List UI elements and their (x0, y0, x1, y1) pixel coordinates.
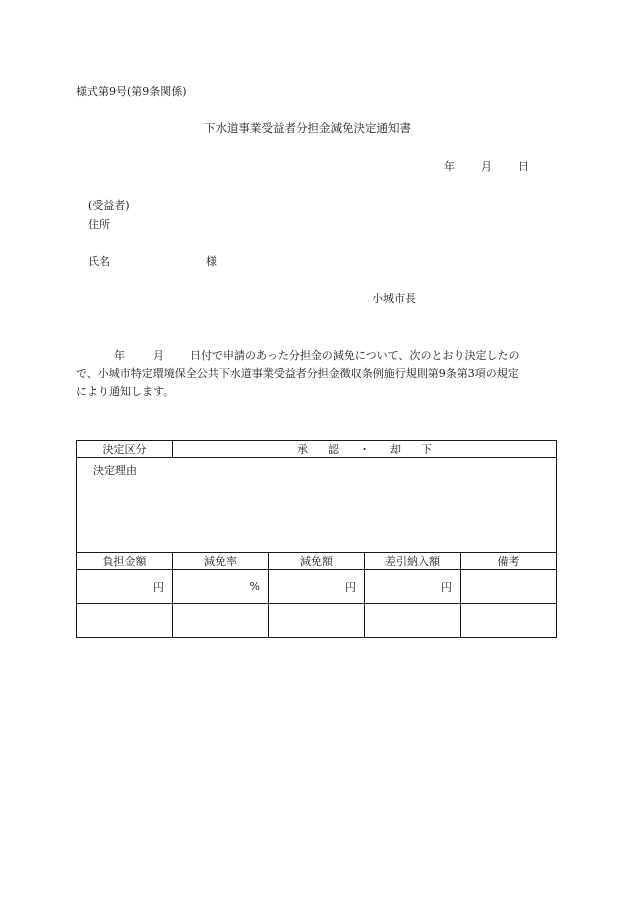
body-line-1 (76, 347, 556, 365)
column-header: 減免額 (269, 553, 365, 570)
issuer-title: 小城市長 (372, 292, 416, 305)
column-header-row (77, 553, 557, 570)
decision-table (76, 440, 557, 638)
address-label: 住所 (88, 218, 110, 231)
column-header: 減免率 (173, 553, 269, 570)
notice-body (76, 347, 556, 401)
blank-cell (365, 604, 461, 638)
reduction-cell: 円 (269, 570, 365, 604)
date-month: 月 (481, 160, 492, 173)
recipient-label: (受益者) (88, 199, 130, 212)
decision-options (173, 441, 557, 458)
reason-cell (77, 458, 557, 553)
rate-cell: % (173, 570, 269, 604)
body-month: 月 (153, 349, 164, 362)
reason-label: 決定理由 (93, 464, 137, 477)
decision-row (77, 441, 557, 458)
column-header: 負担金額 (77, 553, 173, 570)
body-line-3: により通知します。 (76, 385, 175, 398)
column-header: 差引納入額 (365, 553, 461, 570)
date-year: 年 (444, 160, 455, 173)
column-header: 備考 (461, 553, 557, 570)
name-label: 氏名 (88, 255, 110, 268)
blank-cell (173, 604, 269, 638)
reason-row (77, 458, 557, 553)
form-number: 様式第9号(第9条関係) (76, 85, 187, 98)
decision-option: 却 (390, 443, 401, 456)
body-line-1-rest: 日付で申請のあった分担金の減免について、次のとおり決定したの (190, 349, 520, 362)
blank-cell (77, 604, 173, 638)
body-year: 年 (114, 349, 125, 362)
body-line-2: で、小城市特定環境保全公共下水道事業受益者分担金徴収条例施行規則第9条第3項の規定 (76, 367, 519, 380)
date-line (444, 161, 529, 172)
document-title: 下水道事業受益者分担金減免決定通知書 (204, 121, 411, 135)
decision-option: 承 (297, 443, 308, 456)
honorific: 様 (206, 255, 217, 268)
amount-row (77, 570, 557, 604)
decision-option: 認 (328, 443, 339, 456)
blank-cell (461, 604, 557, 638)
decision-option: ・ (359, 443, 370, 456)
date-day: 日 (518, 160, 529, 173)
decision-option: 下 (421, 443, 432, 456)
blank-row (77, 604, 557, 638)
remarks-cell (461, 570, 557, 604)
amount-cell: 円 (77, 570, 173, 604)
decision-label: 決定区分 (77, 441, 173, 458)
blank-cell (269, 604, 365, 638)
net-payment-cell: 円 (365, 570, 461, 604)
